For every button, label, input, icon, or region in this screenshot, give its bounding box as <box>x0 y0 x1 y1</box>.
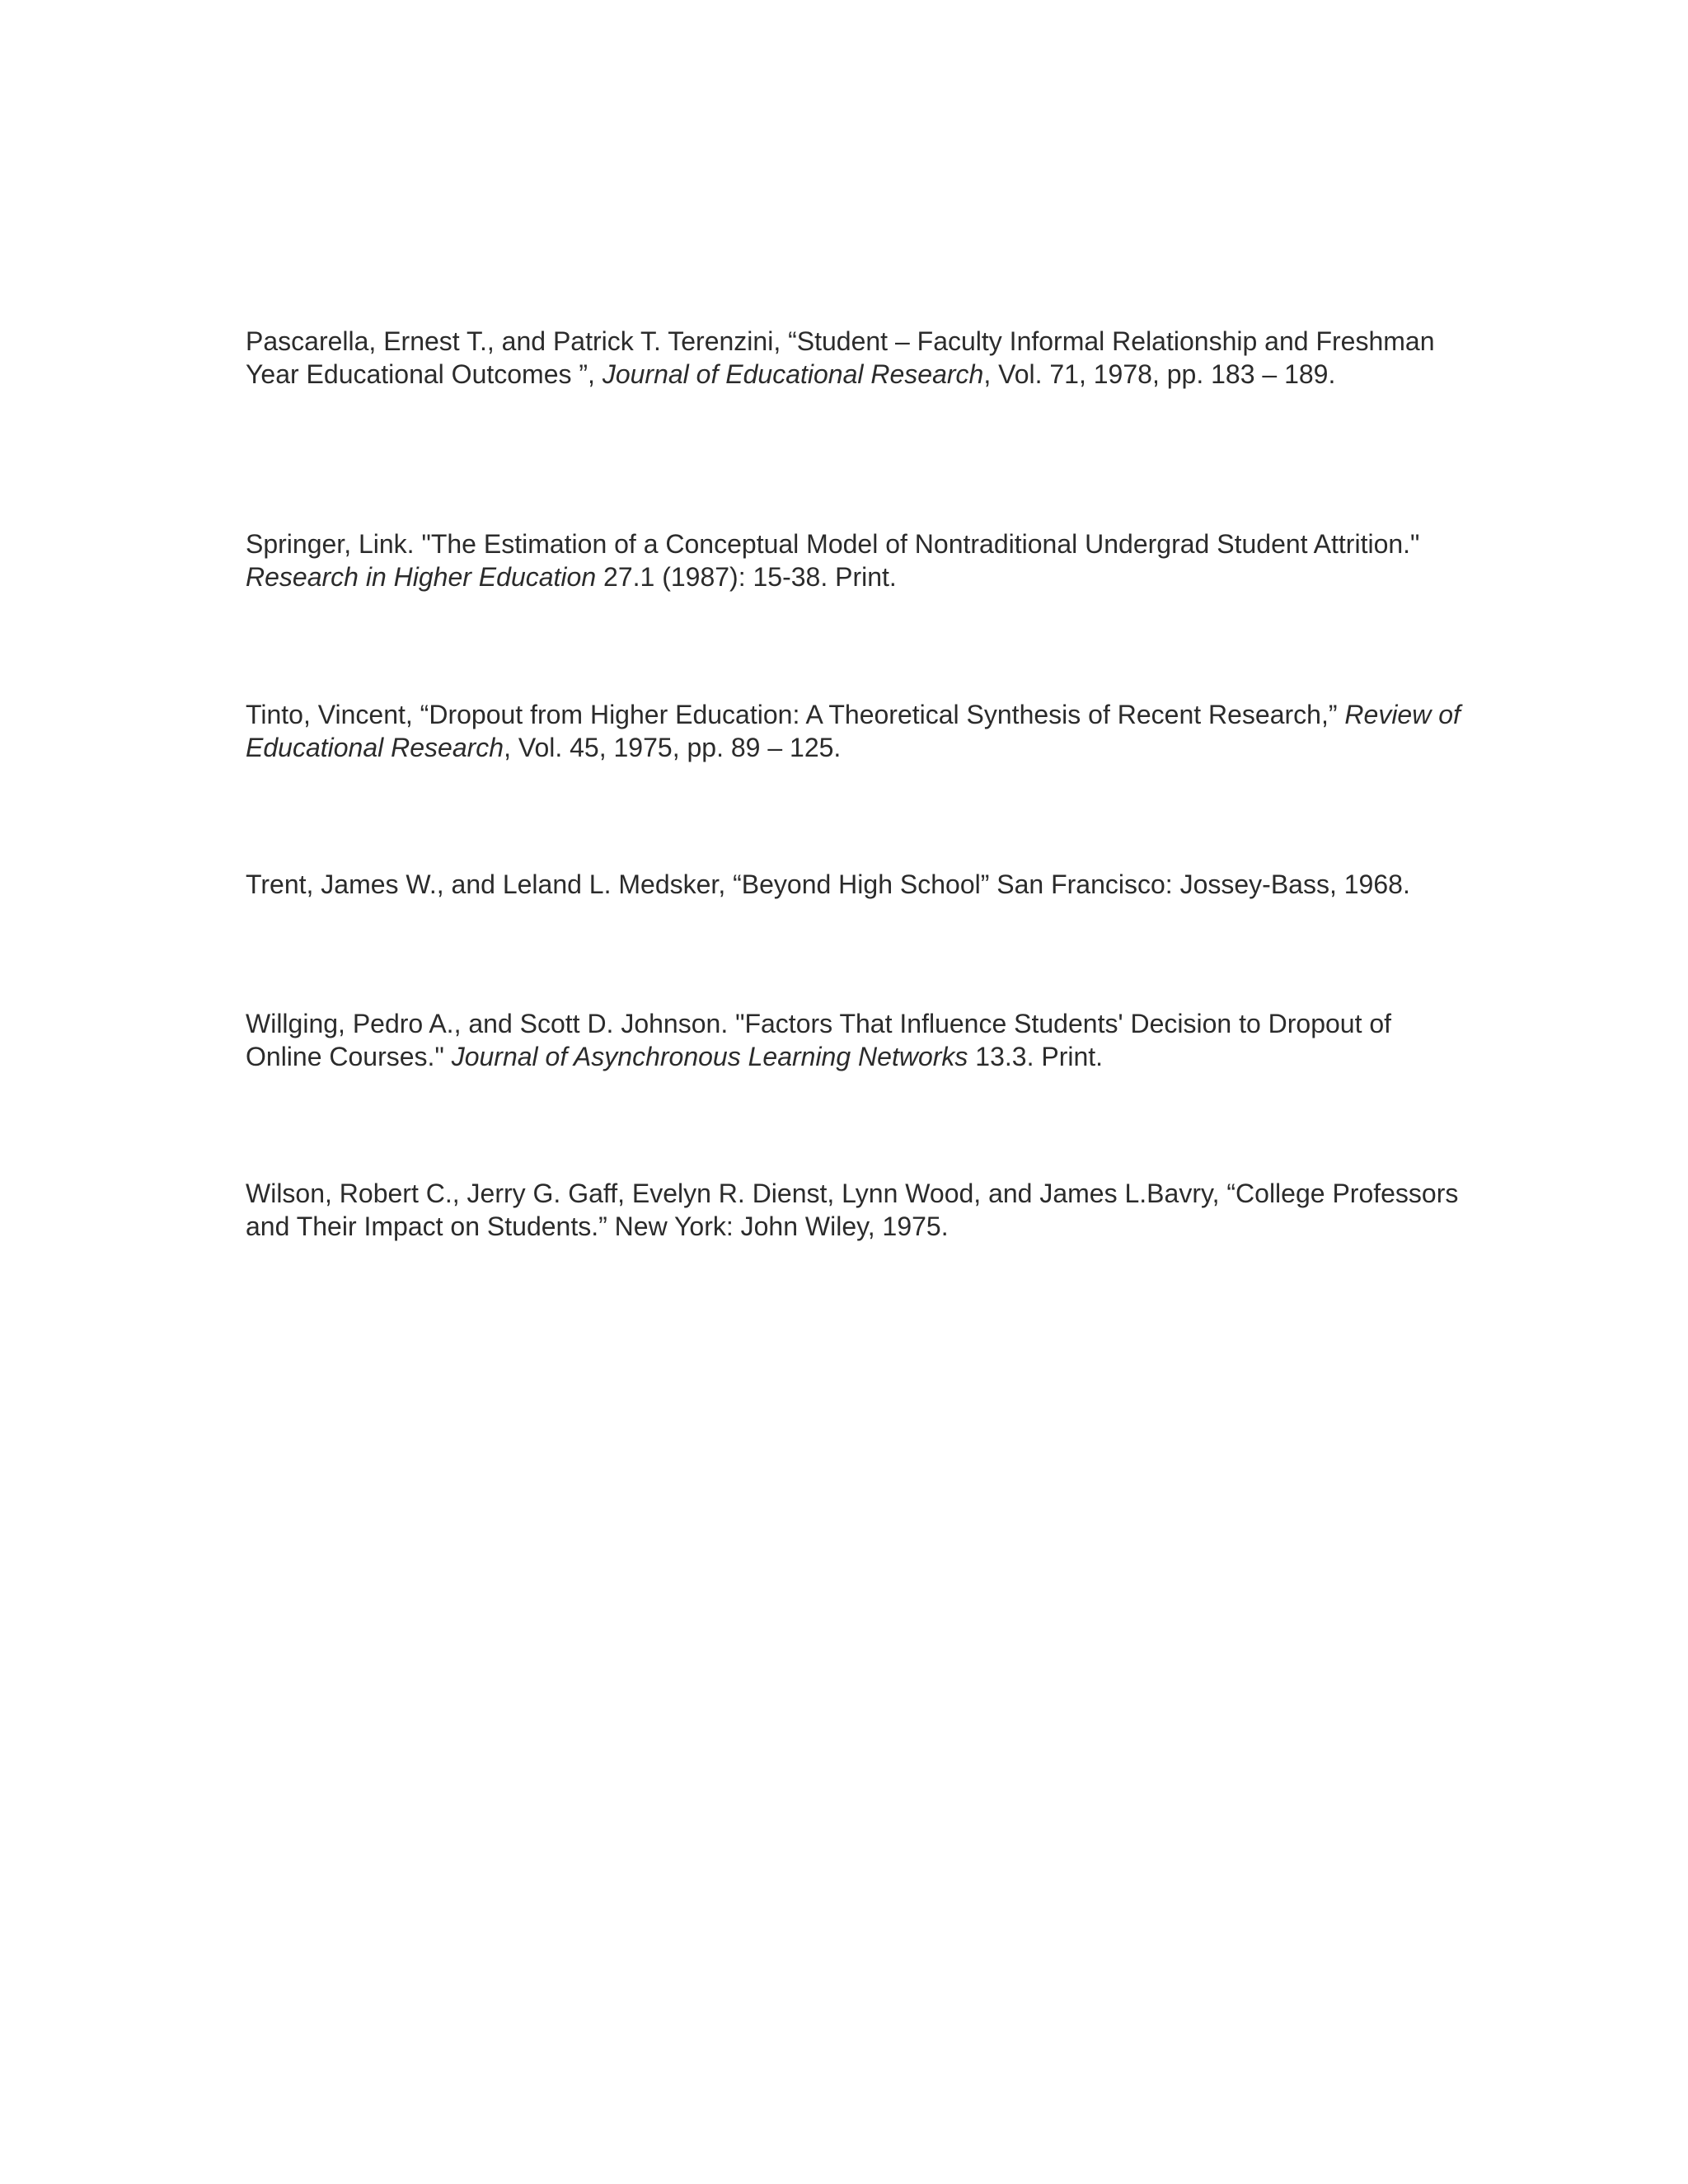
reference-text: Trent, James W., and Leland L. Medsker, “Beyond High School” San Francisco: Jossey-Bass, 1968. <box>246 869 1410 899</box>
reference-journal-title: Journal of Educational Research <box>602 359 984 389</box>
reference-entry-tinto <box>246 698 1465 764</box>
reference-text: Wilson, Robert C., Jerry G. Gaff, Evelyn R. Dienst, Lynn Wood, and James L.Bavry, “College Professors and Their Impact on Students.” New York: John Wiley, 1975. <box>246 1179 1459 1241</box>
reference-journal-title: Review of Educational Research <box>246 700 1461 762</box>
reference-text: Springer, Link. "The Estimation of a Conceptual Model of Nontraditional Undergrad Student Attrition." <box>246 529 1420 559</box>
reference-text: Pascarella, Ernest T., and Patrick T. Terenzini, “Student – Faculty Informal Relationship and Freshman Year Educational Outcomes ”, <box>246 326 1435 389</box>
reference-entry-wilson <box>246 1177 1465 1243</box>
reference-details: 27.1 (1987): 15-38. Print. <box>596 562 897 592</box>
reference-entry-springer <box>246 527 1465 593</box>
reference-text: Tinto, Vincent, “Dropout from Higher Education: A Theoretical Synthesis of Recent Research,” <box>246 700 1345 729</box>
reference-details: , Vol. 45, 1975, pp. 89 – 125. <box>504 733 842 762</box>
reference-text: Willging, Pedro A., and Scott D. Johnson. "Factors That Influence Students' Decision to Dropout of Online Courses." <box>246 1009 1392 1071</box>
reference-journal-title: Journal of Asynchronous Learning Networks <box>451 1042 968 1071</box>
reference-details: 13.3. Print. <box>968 1042 1104 1071</box>
reference-details: , Vol. 71, 1978, pp. 183 – 189. <box>983 359 1336 389</box>
reference-entry-trent <box>246 868 1465 901</box>
reference-entry-willging <box>246 1007 1465 1073</box>
reference-journal-title: Research in Higher Education <box>246 562 597 592</box>
reference-entry-pascarella <box>246 325 1465 391</box>
